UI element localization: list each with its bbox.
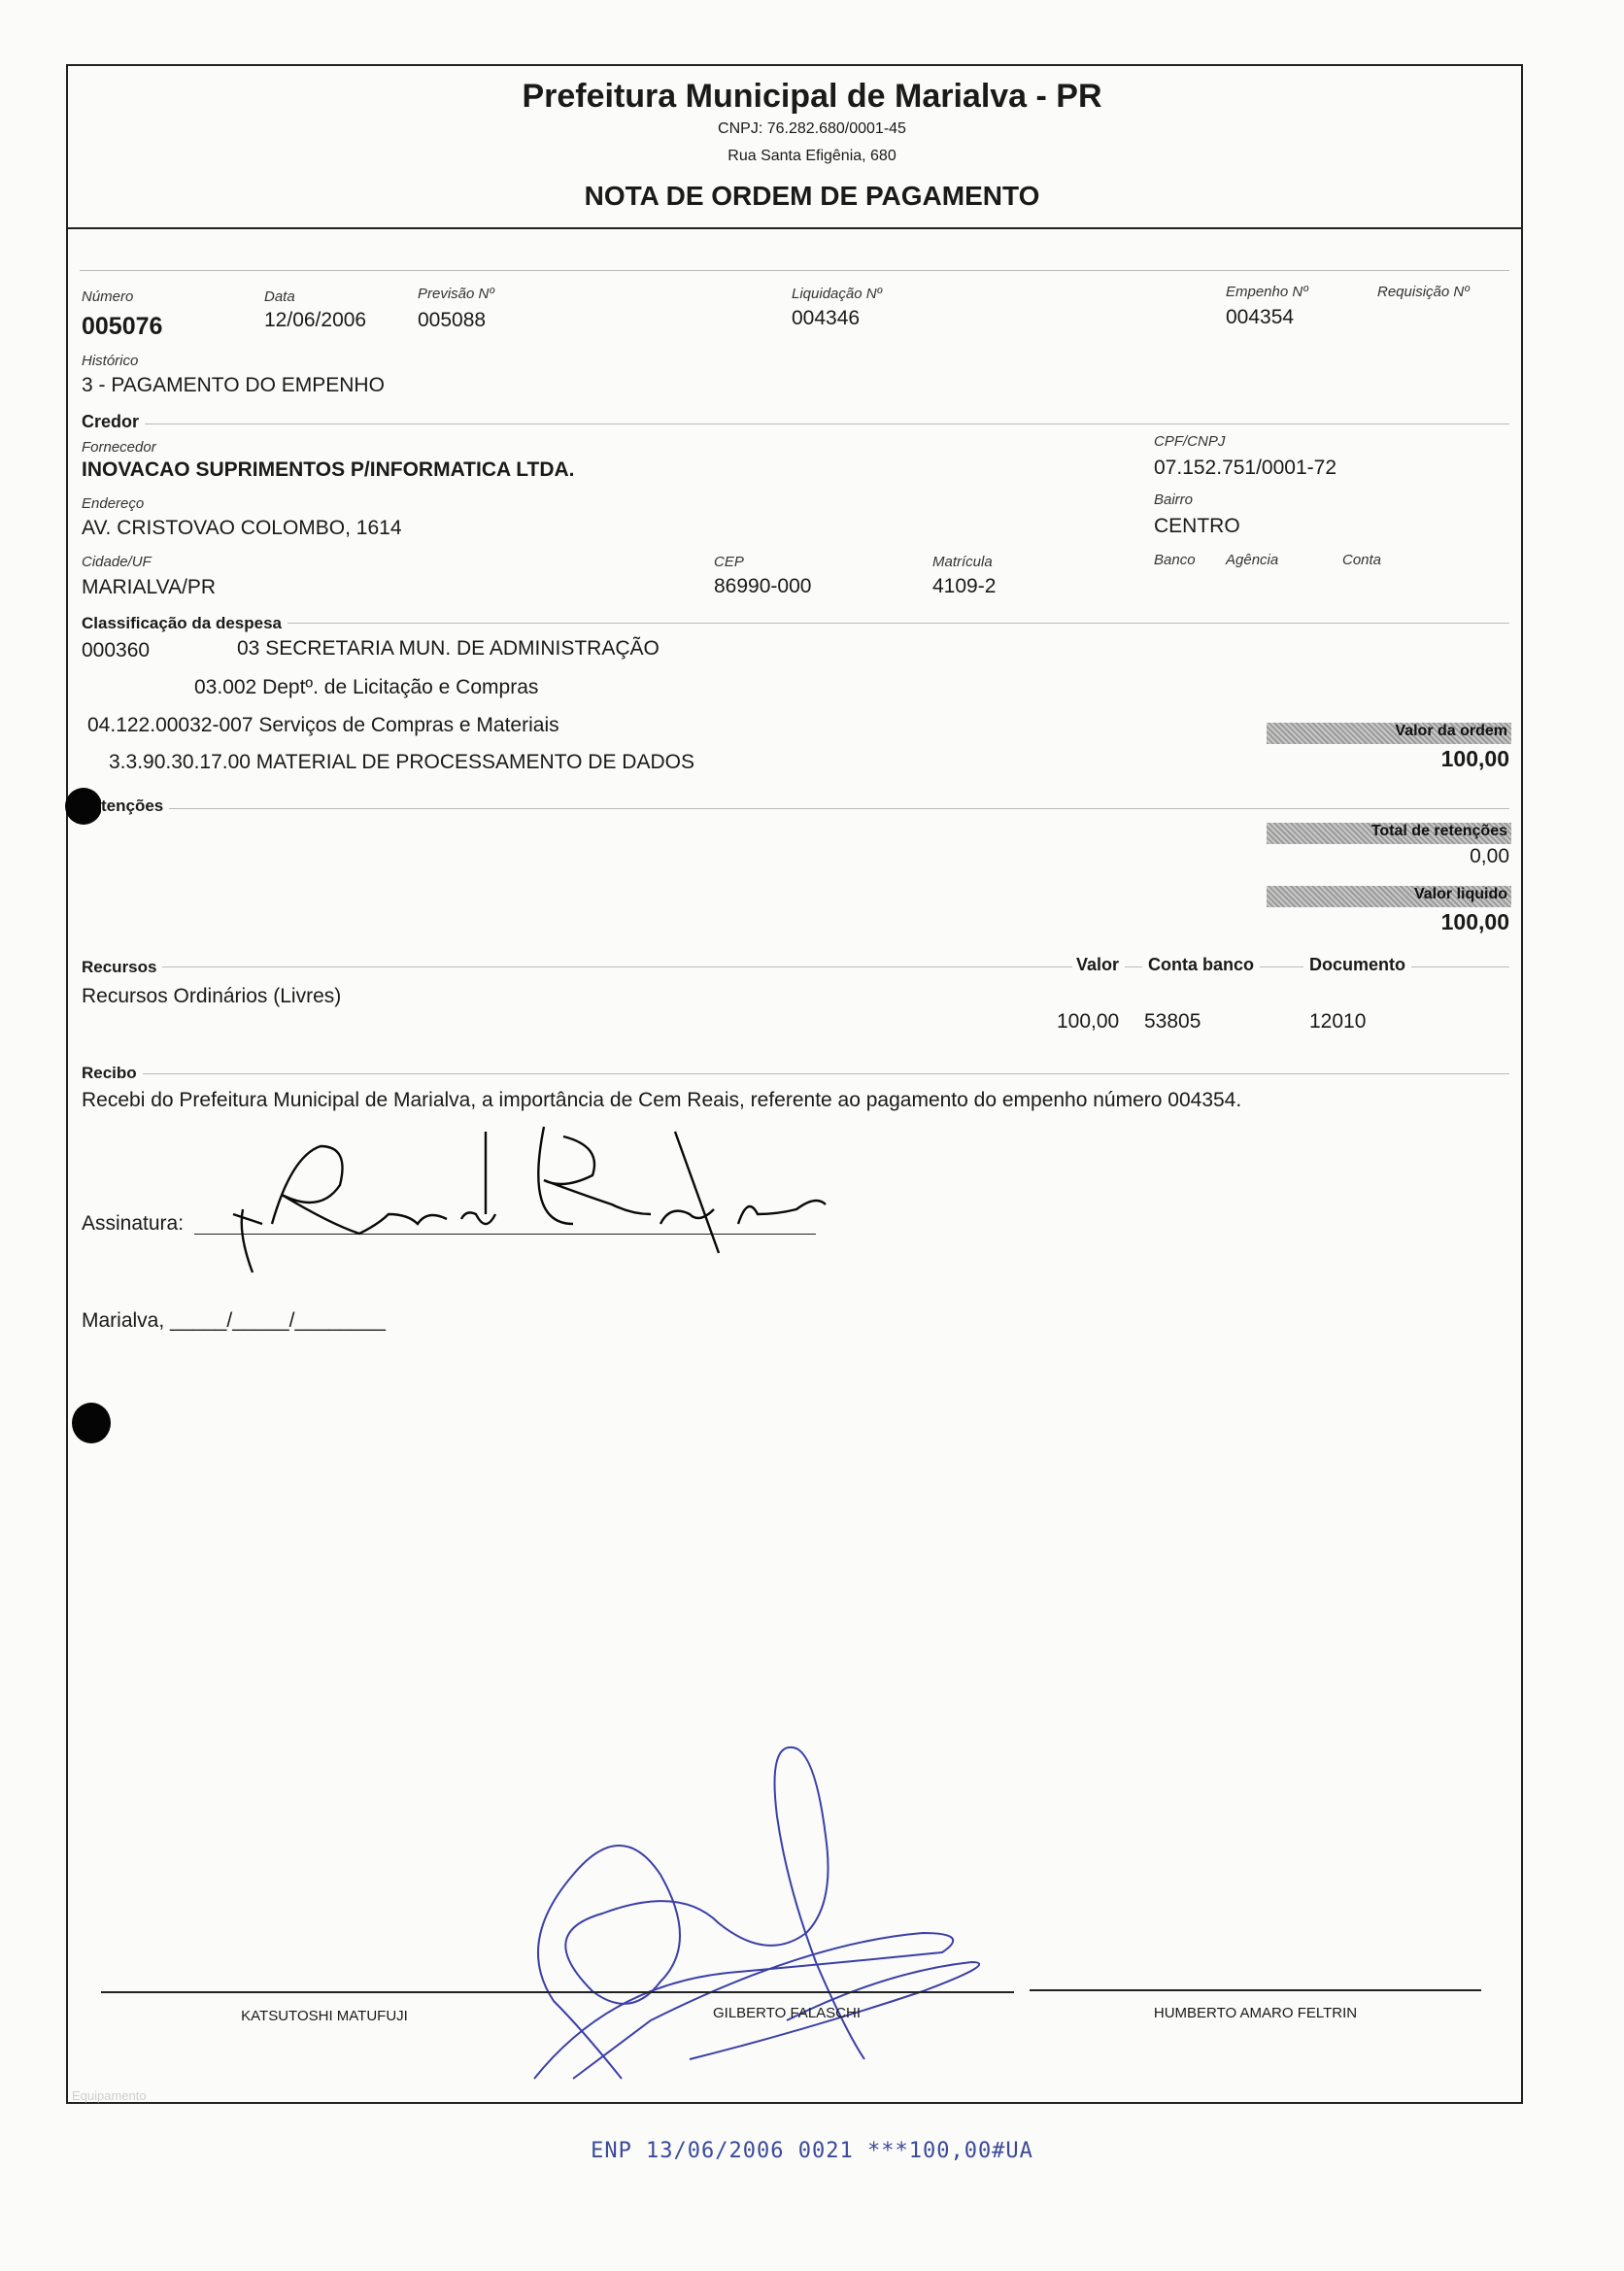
- signature-name-3: HUMBERTO AMARO FELTRIN: [1153, 2005, 1358, 2021]
- total-retencoes-value: 0,00: [1470, 845, 1509, 867]
- recibo-text: Recebi do Prefeitura Municipal de Marialva, a importância de Cem Reais, referente ao pagamento do empenho número 004354.: [82, 1089, 1242, 1111]
- documento-header: Documento: [1303, 955, 1411, 975]
- retencoes-section: tenções: [101, 797, 169, 816]
- divider: [82, 808, 1509, 809]
- classificacao-section: Classificação da despesa: [82, 614, 288, 633]
- valor-ordem-value: 100,00: [1440, 746, 1509, 771]
- bank-stamp: ENP 13/06/2006 0021 ***100,00#UA: [591, 2139, 1033, 2163]
- recurso-conta: 53805: [1144, 1010, 1201, 1033]
- valor-liquido-value: 100,00: [1440, 909, 1509, 934]
- cidade-label: Cidade/UF: [82, 554, 152, 570]
- recurso-descricao: Recursos Ordinários (Livres): [82, 985, 342, 1007]
- cep-label: CEP: [714, 554, 744, 570]
- credor-section: Credor: [82, 412, 145, 432]
- previsao-value: 005088: [418, 309, 487, 331]
- matricula-label: Matrícula: [932, 554, 993, 570]
- cpf-label: CPF/CNPJ: [1154, 433, 1226, 450]
- valor-liquido-label: Valor liquido: [1267, 886, 1511, 907]
- classificacao-line1: 03 SECRETARIA MUN. DE ADMINISTRAÇÃO: [237, 637, 660, 660]
- cidade-value: MARIALVA/PR: [82, 576, 217, 598]
- numero-value: 005076: [82, 313, 163, 340]
- classificacao-line3: 04.122.00032-007 Serviços de Compras e Materiais: [87, 714, 559, 736]
- divider: [82, 966, 1509, 967]
- numero-label: Número: [82, 288, 134, 305]
- signature-line-2: [1030, 1989, 1481, 1991]
- header-address: Rua Santa Efigênia, 680: [727, 148, 897, 164]
- total-retencoes-label: Total de retenções: [1267, 823, 1511, 844]
- signature-name-2: GILBERTO FALASCHI: [713, 2005, 861, 2021]
- valor-ordem-label: Valor da ordem: [1267, 723, 1511, 744]
- signature-name-1: KATSUTOSHI MATUFUJI: [241, 2008, 408, 2024]
- conta-label: Conta: [1342, 552, 1382, 568]
- page-title: Prefeitura Municipal de Marialva - PR: [522, 78, 1102, 115]
- handwritten-signature: [194, 1117, 855, 1272]
- liquidacao-label: Liquidação Nº: [792, 286, 883, 302]
- classificacao-line4: 3.3.90.30.17.00 MATERIAL DE PROCESSAMENTO DE DADOS: [109, 751, 694, 773]
- historico-label: Histórico: [82, 353, 139, 369]
- cep-value: 86990-000: [714, 575, 812, 597]
- signature-line-1: [101, 1991, 1014, 1993]
- empenho-value: 004354: [1226, 306, 1295, 328]
- banco-label: Banco: [1154, 552, 1196, 568]
- previsao-label: Previsão Nº: [418, 286, 494, 302]
- handwritten-signature-blue: [515, 1739, 1020, 2108]
- punch-hole: [72, 1403, 111, 1443]
- endereco-label: Endereço: [82, 495, 145, 512]
- matricula-value: 4109-2: [932, 575, 997, 597]
- data-value: 12/06/2006: [264, 309, 367, 331]
- punch-hole: [65, 788, 102, 825]
- local-date: Marialva, _____/_____/________: [82, 1309, 386, 1332]
- cpf-value: 07.152.751/0001-72: [1154, 457, 1337, 479]
- historico-value: 3 - PAGAMENTO DO EMPENHO: [82, 374, 385, 396]
- requisicao-label: Requisição Nº: [1377, 284, 1470, 300]
- classificacao-code: 000360: [82, 639, 151, 661]
- endereco-value: AV. CRISTOVAO COLOMBO, 1614: [82, 517, 402, 539]
- data-label: Data: [264, 288, 295, 305]
- fornecedor-label: Fornecedor: [82, 439, 156, 456]
- recursos-section: Recursos: [82, 958, 162, 977]
- bairro-value: CENTRO: [1154, 515, 1240, 537]
- divider: [82, 1073, 1509, 1074]
- empenho-label: Empenho Nº: [1226, 284, 1308, 300]
- header-cnpj: CNPJ: 76.282.680/0001-45: [718, 120, 906, 137]
- conta-banco-header: Conta banco: [1142, 955, 1260, 975]
- fornecedor-value: INOVACAO SUPRIMENTOS P/INFORMATICA LTDA.: [82, 458, 575, 481]
- divider: [80, 270, 1509, 271]
- equipamento-label: Equipamento: [72, 2088, 147, 2103]
- bairro-label: Bairro: [1154, 491, 1194, 508]
- document-title: NOTA DE ORDEM DE PAGAMENTO: [584, 181, 1040, 211]
- liquidacao-value: 004346: [792, 307, 861, 329]
- assinatura-label: Assinatura:: [82, 1212, 185, 1235]
- valor-header: Valor: [1072, 955, 1125, 975]
- classificacao-line2: 03.002 Deptº. de Licitação e Compras: [194, 676, 539, 698]
- recurso-documento: 12010: [1309, 1010, 1367, 1033]
- agencia-label: Agência: [1226, 552, 1279, 568]
- recibo-section: Recibo: [82, 1064, 143, 1083]
- recurso-valor: 100,00: [1057, 1010, 1120, 1033]
- divider: [82, 623, 1509, 624]
